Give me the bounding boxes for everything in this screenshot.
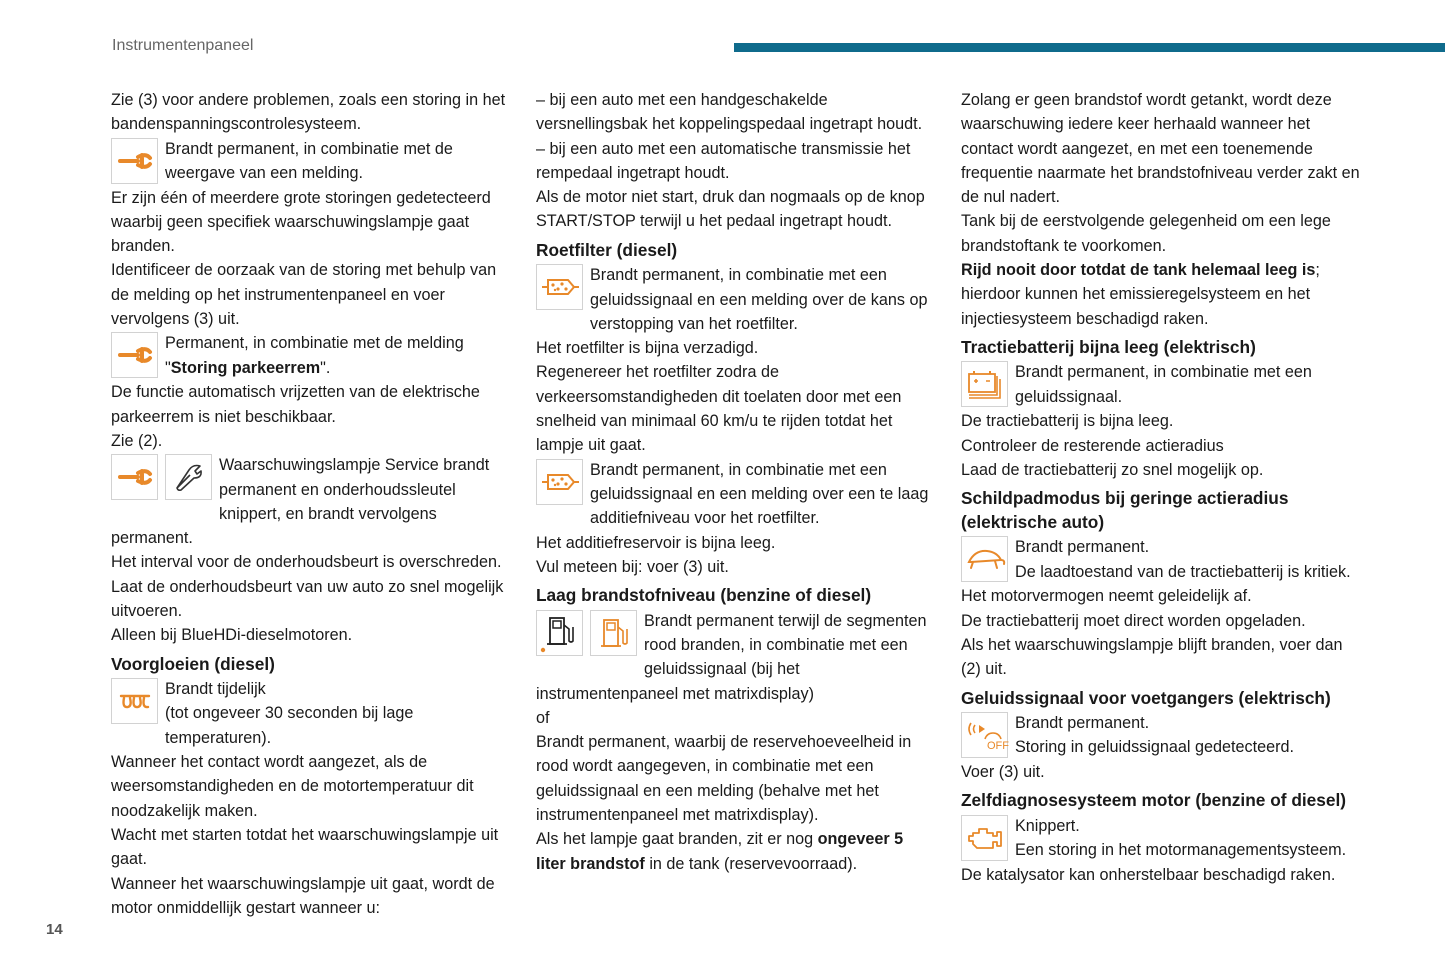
traction-battery-icon <box>961 361 1008 407</box>
paragraph: Regenereer het roetfilter zodra de verkeersomstandigheden dit toelaten door met een snelheid van minimaal 60 km/u te rijden totdat het lampje uit gaat. <box>536 363 902 455</box>
pedestrian-sound-off-icon <box>961 712 1008 758</box>
paragraph: Laad de tractiebatterij zo snel mogelijk op. <box>961 461 1264 480</box>
section-heading: Roetfilter (diesel) <box>536 239 678 260</box>
paragraph: Alleen bij BlueHDi-dieselmotoren. <box>111 626 353 645</box>
paragraph: De functie automatisch vrijzetten van de elektrische parkeerrem is niet beschikbaar. <box>111 383 480 426</box>
paragraph: Laat de onderhoudsbeurt van uw auto zo snel mogelijk uitvoeren. <box>111 577 504 621</box>
paragraph: Voer (3) uit. <box>961 763 1045 782</box>
fuel-pump-matrix-icon <box>536 610 583 656</box>
paragraph: Het interval voor de onderhoudsbeurt is overschreden. <box>111 553 502 572</box>
paragraph: of <box>536 708 550 727</box>
section-heading: Zelfdiagnosesysteem motor (benzine of diesel) <box>961 790 1347 811</box>
warning-block <box>111 453 511 550</box>
text-part: ". <box>320 358 331 377</box>
bold-text: Storing parkeerrem <box>170 358 321 377</box>
warning-text: Brandt permanent, in combinatie met een geluidssignaal. <box>1015 363 1312 406</box>
paragraph: Wanneer het waarschuwingslampje uit gaat, wordt de motor onmiddellijk gestart wanneer u: <box>111 874 495 917</box>
wrench-warning-icon <box>111 332 158 378</box>
column-2 <box>536 88 936 876</box>
warning-text: Brandt permanent, in combinatie met een geluidssignaal en een melding over een te laag additiefniveau voor het roetfilter. <box>590 460 929 528</box>
warning-text-line: Storing in geluidssignaal gedetecteerd. <box>1015 738 1294 757</box>
warning-text-line: Een storing in het motormanagementsysteem. <box>1015 841 1347 860</box>
text-part: Als het lampje gaat branden, zit er nog <box>536 830 818 849</box>
paragraph: Wacht met starten totdat het waarschuwingslampje uit gaat. <box>111 825 499 869</box>
particle-filter-icon <box>536 264 583 310</box>
warning-text-line: (tot ongeveer 30 seconden bij lage temperaturen). <box>165 704 414 747</box>
wrench-warning-icon <box>111 454 158 500</box>
paragraph <box>961 258 1361 331</box>
warning-block <box>961 814 1361 863</box>
section-heading: Tractiebatterij bijna leeg (elektrisch) <box>961 336 1256 357</box>
page-number: 14 <box>46 921 63 938</box>
paragraph: Het roetfilter is bijna verzadigd. <box>536 339 759 358</box>
glow-plug-icon <box>111 678 158 724</box>
engine-check-icon <box>961 815 1008 861</box>
paragraph: Het additiefreservoir is bijna leeg. <box>536 533 776 552</box>
fuel-pump-icon <box>590 610 637 656</box>
bold-text: Rijd nooit door totdat de tank helemaal leeg is <box>961 261 1316 280</box>
warning-block <box>961 535 1361 584</box>
service-spanner-icon <box>165 454 212 500</box>
warning-block <box>111 137 511 186</box>
wrench-warning-icon <box>111 138 158 184</box>
paragraph: Vul meteen bij: voer (3) uit. <box>536 557 729 576</box>
column-3 <box>961 88 1361 887</box>
paragraph: Als de motor niet start, druk dan nogmaals op de knop START/STOP terwijl u het pedaal ingetrapt houdt. <box>536 188 925 231</box>
warning-text-line: Brandt tijdelijk <box>165 680 266 699</box>
particle-filter-icon <box>536 459 583 505</box>
section-heading: Geluidssignaal voor voetgangers (elektrisch) <box>961 687 1331 708</box>
paragraph: De tractiebatterij is bijna leeg. <box>961 412 1174 431</box>
column-1 <box>111 88 511 920</box>
warning-block <box>536 263 936 336</box>
running-header: Instrumentenpaneel <box>112 37 254 54</box>
warning-block <box>111 677 511 750</box>
warning-text-line: Knippert. <box>1015 816 1080 835</box>
list-item: – bij een auto met een automatische transmissie het rempedaal ingetrapt houdt. <box>536 139 911 182</box>
header-accent-bar <box>734 43 1445 52</box>
paragraph: Identificeer de oorzaak van de storing met behulp van de melding op het instrumentenpaneel en voer vervolgens (3) uit. <box>111 261 497 329</box>
warning-text: Brandt permanent, in combinatie met een geluidssignaal en een melding over de kans op verstopping van het roetfilter. <box>590 266 928 333</box>
paragraph: Er zijn één of meerdere grote storingen gedetecteerd waarbij geen specifiek waarschuwingslampje gaat branden. <box>111 188 491 256</box>
warning-block <box>536 609 936 706</box>
warning-text: Brandt permanent, in combinatie met de weergave van een melding. <box>165 139 453 182</box>
warning-text-line: Brandt permanent. <box>1015 714 1150 733</box>
warning-text <box>111 331 511 380</box>
paragraph <box>536 827 936 876</box>
warning-block <box>536 458 936 531</box>
paragraph: Zolang er geen brandstof wordt getankt, wordt deze waarschuwing iedere keer herhaald wanneer het contact wordt aangezet, en met een toenemende frequentie naarmate het brandstofniveau verder zakt en de nul nadert. <box>961 91 1360 207</box>
section-heading: Voorgloeien (diesel) <box>111 653 275 674</box>
bold-text: ongeveer 5 liter brandstof <box>536 830 904 873</box>
warning-block <box>961 360 1361 409</box>
paragraph: Het motorvermogen neemt geleidelijk af. <box>961 587 1252 606</box>
warning-text-line: De laadtoestand van de tractiebatterij is kritiek. <box>1015 562 1351 581</box>
list-item: – bij een auto met een handgeschakelde versnellingsbak het koppelingspedaal ingetrapt houdt. <box>536 91 923 134</box>
section-heading: Laag brandstofniveau (benzine of diesel) <box>536 585 872 606</box>
paragraph: Zie (3) voor andere problemen, zoals een storing in het bandenspanningscontrolesysteem. <box>111 91 506 134</box>
text-part: Permanent, in combinatie met de melding " <box>165 334 464 377</box>
text-part: ; hierdoor kunnen het emissieregelsysteem en het injectiesysteem beschadigd raken. <box>961 261 1320 328</box>
warning-text: Brandt permanent terwijl de segmenten rood branden, in combinatie met een geluidssignaal (bij het instrumentenpaneel met matrixdisplay) <box>536 611 927 703</box>
paragraph: Als het waarschuwingslampje blijft branden, voer dan (2) uit. <box>961 635 1343 679</box>
paragraph: Controleer de resterende actieradius <box>961 436 1224 455</box>
section-heading: Schildpadmodus bij geringe actieradius (elektrische auto) <box>961 488 1289 532</box>
paragraph: Zie (2). <box>111 431 163 450</box>
turtle-icon <box>961 536 1008 582</box>
text-part: in de tank (reservevoorraad). <box>644 854 858 873</box>
warning-text-line: Brandt permanent. <box>1015 538 1150 557</box>
warning-text: Waarschuwingslampje Service brandt permanent en onderhoudssleutel knippert, en brandt vervolgens permanent. <box>111 456 490 548</box>
paragraph: De katalysator kan onherstelbaar beschadigd raken. <box>961 865 1336 884</box>
paragraph: Brandt permanent, waarbij de reservehoeveelheid in rood wordt aangegeven, in combinatie met een geluidssignaal en een melding (behalve met het instrumentenpaneel met matrixdisplay). <box>536 733 912 825</box>
paragraph: Tank bij de eerstvolgende gelegenheid om een lege brandstoftank te voorkomen. <box>961 212 1331 255</box>
warning-block <box>961 711 1361 760</box>
warning-block <box>111 331 511 380</box>
paragraph: Wanneer het contact wordt aangezet, als de weersomstandigheden en de motortemperatuur dit noodzakelijk maken. <box>111 753 474 820</box>
paragraph: De tractiebatterij moet direct worden opgeladen. <box>961 611 1306 630</box>
svg-text:OFF: OFF <box>986 740 1009 753</box>
